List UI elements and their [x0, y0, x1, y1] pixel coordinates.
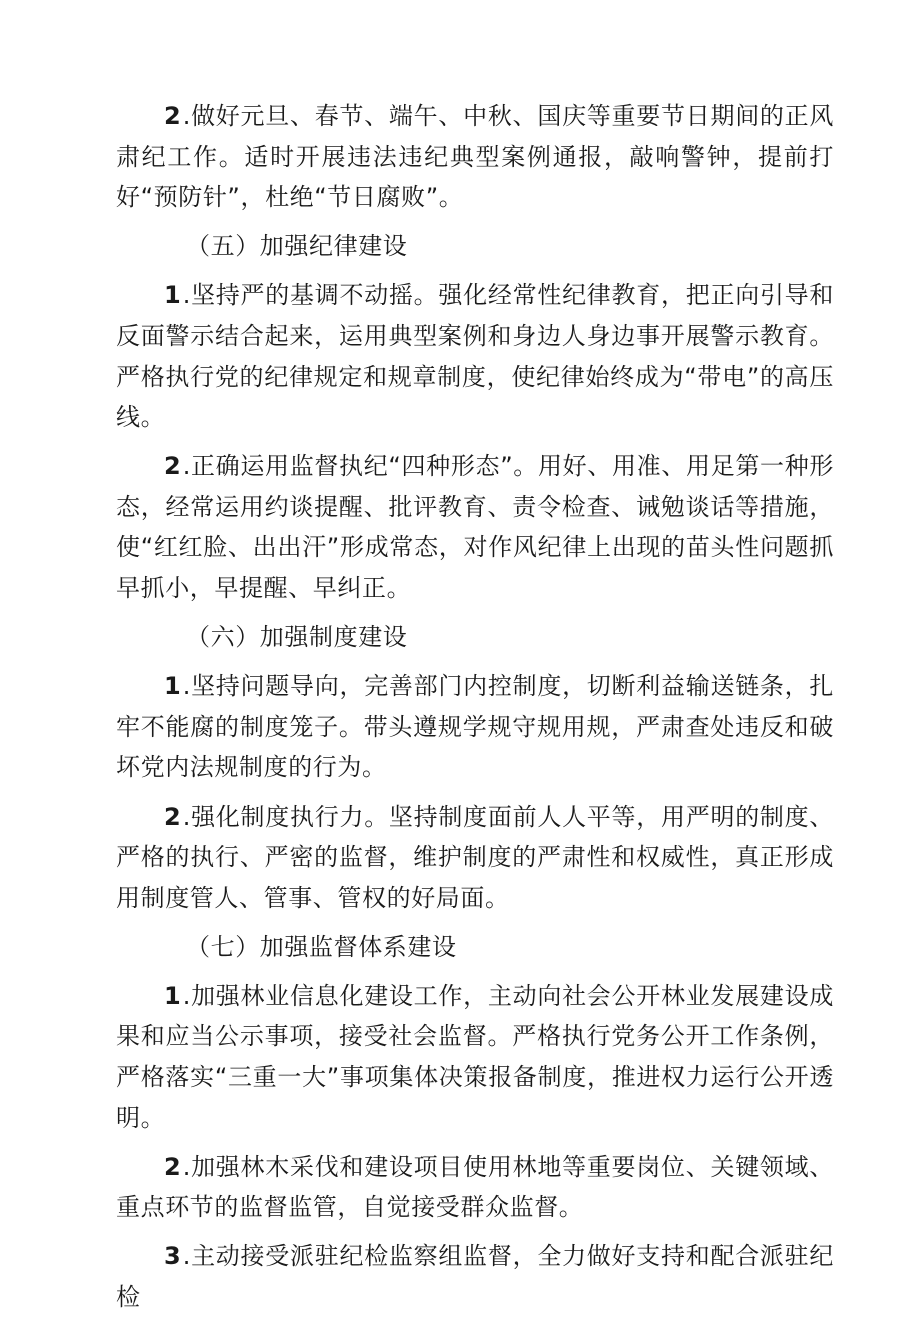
item-number: 2	[164, 802, 183, 831]
paragraph-text: .主动接受派驻纪检监察组监督，全力做好支持和配合派驻纪检	[116, 1242, 834, 1312]
paragraph-text: .坚持问题导向，完善部门内控制度，切断利益输送链条，扎牢不能腐的制度笼子。带头遵规学规守规用规，严肃查处违反和破坏党内法规制度的行为。	[116, 672, 834, 782]
paragraph	[116, 446, 834, 608]
document-body	[116, 96, 834, 1326]
item-number: 2	[164, 1152, 183, 1181]
paragraph	[116, 1147, 834, 1228]
item-number: 1	[164, 672, 183, 701]
paragraph-text: .加强林木采伐和建设项目使用林地等重要岗位、关键领域、重点环节的监督监管，自觉接受群众监督。	[116, 1152, 834, 1222]
item-number: 2	[164, 102, 183, 130]
section-heading: （五）加强纪律建设	[186, 232, 408, 261]
item-number: 1	[164, 981, 183, 1010]
paragraph-text: .强化制度执行力。坚持制度面前人人平等，用严明的制度、严格的执行、严密的监督，维护制度的严肃性和权威性，真正形成用制度管人、管事、管权的好局面。	[116, 802, 834, 912]
paragraph	[116, 275, 834, 437]
paragraph-text: .做好元旦、春节、端午、中秋、国庆等重要节日期间的正风肃纪工作。适时开展违法违纪典型案例通报，敲响警钟，提前打好“预防针”，杜绝“节日腐败”。	[116, 102, 834, 212]
section-heading: （六）加强制度建设	[186, 623, 408, 652]
paragraph	[116, 797, 834, 919]
paragraph	[116, 976, 834, 1138]
section-heading: （七）加强监督体系建设	[186, 932, 457, 961]
paragraph	[116, 96, 834, 218]
paragraph	[116, 666, 834, 788]
paragraph	[116, 1236, 834, 1317]
paragraph-text: .正确运用监督执纪“四种形态”。用好、用准、用足第一种形态，经常运用约谈提醒、批评教育、责令检查、诫勉谈话等措施，使“红红脸、出出汗”形成常态，对作风纪律上出现的苗头性问题抓早抓小，早提醒、早纠正。	[116, 452, 834, 603]
item-number: 3	[164, 1242, 183, 1271]
item-number: 1	[164, 281, 183, 310]
paragraph-text: .坚持严的基调不动摇。强化经常性纪律教育，把正向引导和反面警示结合起来，运用典型案例和身边人身边事开展警示教育。严格执行党的纪律规定和规章制度，使纪律始终成为“带电”的高压线。	[116, 281, 834, 432]
item-number: 2	[164, 452, 183, 481]
paragraph-text: .加强林业信息化建设工作，主动向社会公开林业发展建设成果和应当公示事项，接受社会监督。严格执行党务公开工作条例，严格落实“三重一大”事项集体决策报备制度，推进权力运行公开透明。	[116, 981, 834, 1132]
